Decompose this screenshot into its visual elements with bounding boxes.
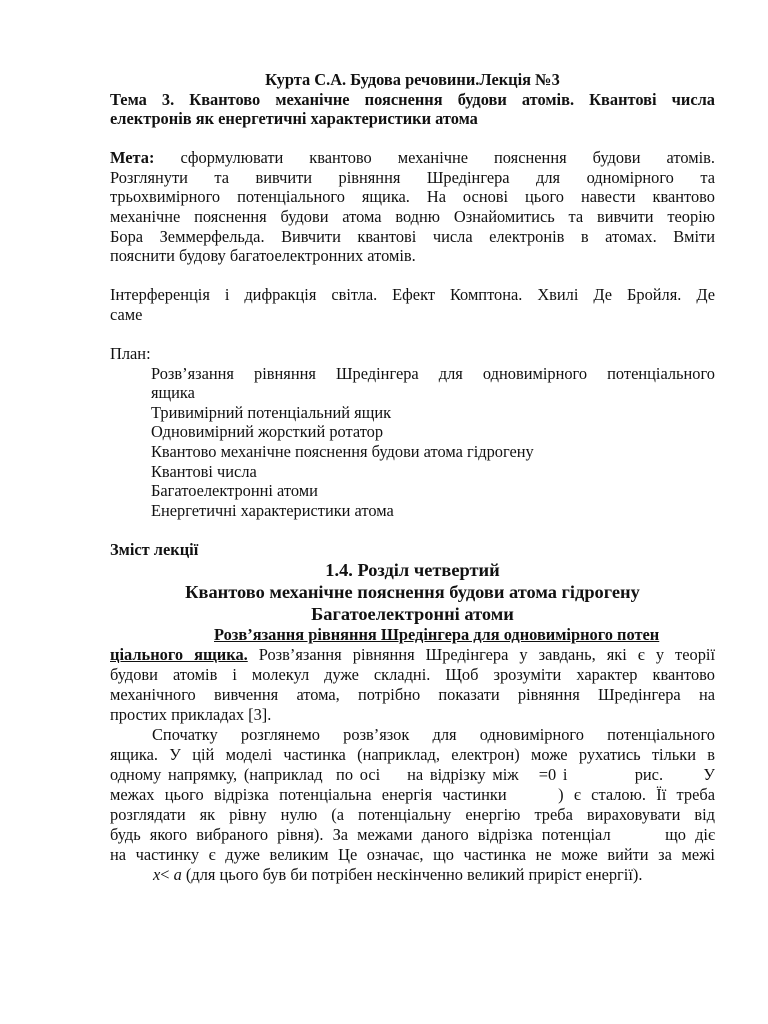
- paragraph-2-line-4: межах цього відрізка потенціальна енергія частинки ) є сталою. Її треба: [110, 785, 715, 805]
- paragraph-1-line-4: простих прикладах [3].: [110, 705, 272, 725]
- goal-line-6: пояснити будову багатоелектронних атомів.: [110, 246, 416, 266]
- subsection-heading-text-1: Розв’язання рівняння Шредінгера для одновимірного потен: [214, 625, 660, 645]
- paragraph-2-line-1: Спочатку розглянемо розв’язок для одновимірного потенціального: [152, 725, 715, 745]
- paragraph-1-line-3: механічного вивчення атома, потрібно показати рівняння Шредінгера на: [110, 685, 715, 705]
- paragraph-2-line-5: розглядати як рівну нулю (а потенціальну енергію треба вираховувати від: [110, 805, 715, 825]
- document-title: Курта С.А. Будова речовини.Лекція №3: [265, 70, 560, 89]
- plan-label: План:: [110, 344, 151, 364]
- goal-label: Мета:: [110, 148, 155, 168]
- goal-line-1: [110, 148, 715, 168]
- plan-item-2: Тривимірний потенціальний ящик: [151, 402, 392, 422]
- paragraph-2-line-2: ящика. У цій моделі частинка (наприклад, електрон) може рухатись тільки в: [110, 745, 715, 765]
- lecture-page: [110, 70, 715, 885]
- content-label: Зміст лекції: [110, 539, 199, 559]
- paragraph-1-line-2: будови атомів і молекул дуже складні. Щоб зрозуміти характер квантово: [110, 665, 715, 685]
- subsection-heading-line-1: [110, 625, 715, 645]
- plan-item-6: Багатоелектронні атоми: [151, 481, 318, 501]
- plan-item-7: Енергетичні характеристики атома: [151, 500, 394, 520]
- paragraph-1-line-1: [110, 645, 715, 665]
- goal-line-2: Розглянути та вивчити рівняння Шредінгера для одномірного та: [110, 167, 715, 187]
- goal-line-5: Бора Земмерфельда. Вивчити квантові числа електронів в атомах. Вміти: [110, 226, 715, 246]
- plan-item-5: Квантові числа: [151, 461, 257, 481]
- section-subtitle-1: Квантово механічне пояснення будови атома гідрогену: [185, 582, 640, 603]
- less-than-sign: <: [160, 865, 174, 885]
- paragraph-1-text-1: Розв’язання рівняння Шредінгера у завдань, які є у теорії: [247, 645, 715, 665]
- intro-line-2: саме: [110, 304, 143, 324]
- variable-a: a: [173, 865, 182, 885]
- variable-x: x: [153, 865, 161, 885]
- paragraph-2-line-7: на частинку є дуже великим Це означає, що частинка не може вийти за межі: [110, 845, 715, 865]
- plan-list: [110, 364, 715, 521]
- plan-item-1-line-1: Розв’язання рівняння Шредінгера для одновимірного потенціального: [151, 363, 715, 383]
- goal-line-3: трьохвимірного потенціального ящика. На основі цього навести квантово: [110, 187, 715, 207]
- paragraph-2-line-8: [110, 865, 715, 885]
- intro-line-1: Інтерференція і дифракція світла. Ефект Комптона. Хвилі Де Бройля. Де: [110, 285, 715, 305]
- goal-line-4: механічне пояснення будови атома водню Ознайомитись та вивчити теорію: [110, 207, 715, 227]
- paragraph-2-line-6: будь якого вибраного рівня). За межами даного відрізка потенціал що діє: [110, 825, 715, 845]
- paragraph-2-line-3: одному напрямку, (наприклад по осі на відрізку між =0 і рис. У: [110, 765, 715, 785]
- plan-item-3: Одновимірний жорсткий ротатор: [151, 422, 384, 442]
- plan-item-4: Квантово механічне пояснення будови атома гідрогену: [151, 442, 534, 461]
- paragraph-2-text-8: (для цього був би потрібен нескінченно великий приріст енергії).: [181, 865, 643, 885]
- subsection-heading-text-2: ціального ящика.: [110, 645, 248, 665]
- topic-line-1: Тема 3. Квантово механічне пояснення будови атомів. Квантові числа: [110, 89, 715, 109]
- goal-text-1: сформулювати квантово механічне пояснення будови атомів.: [180, 148, 715, 168]
- section-title: 1.4. Розділ четвертий: [325, 560, 500, 581]
- topic-line-2: електронів як енергетичні характеристики атома: [110, 109, 478, 129]
- section-subtitle-2: Багатоелектронні атоми: [311, 604, 514, 625]
- plan-item-1-line-2: ящика: [151, 383, 195, 403]
